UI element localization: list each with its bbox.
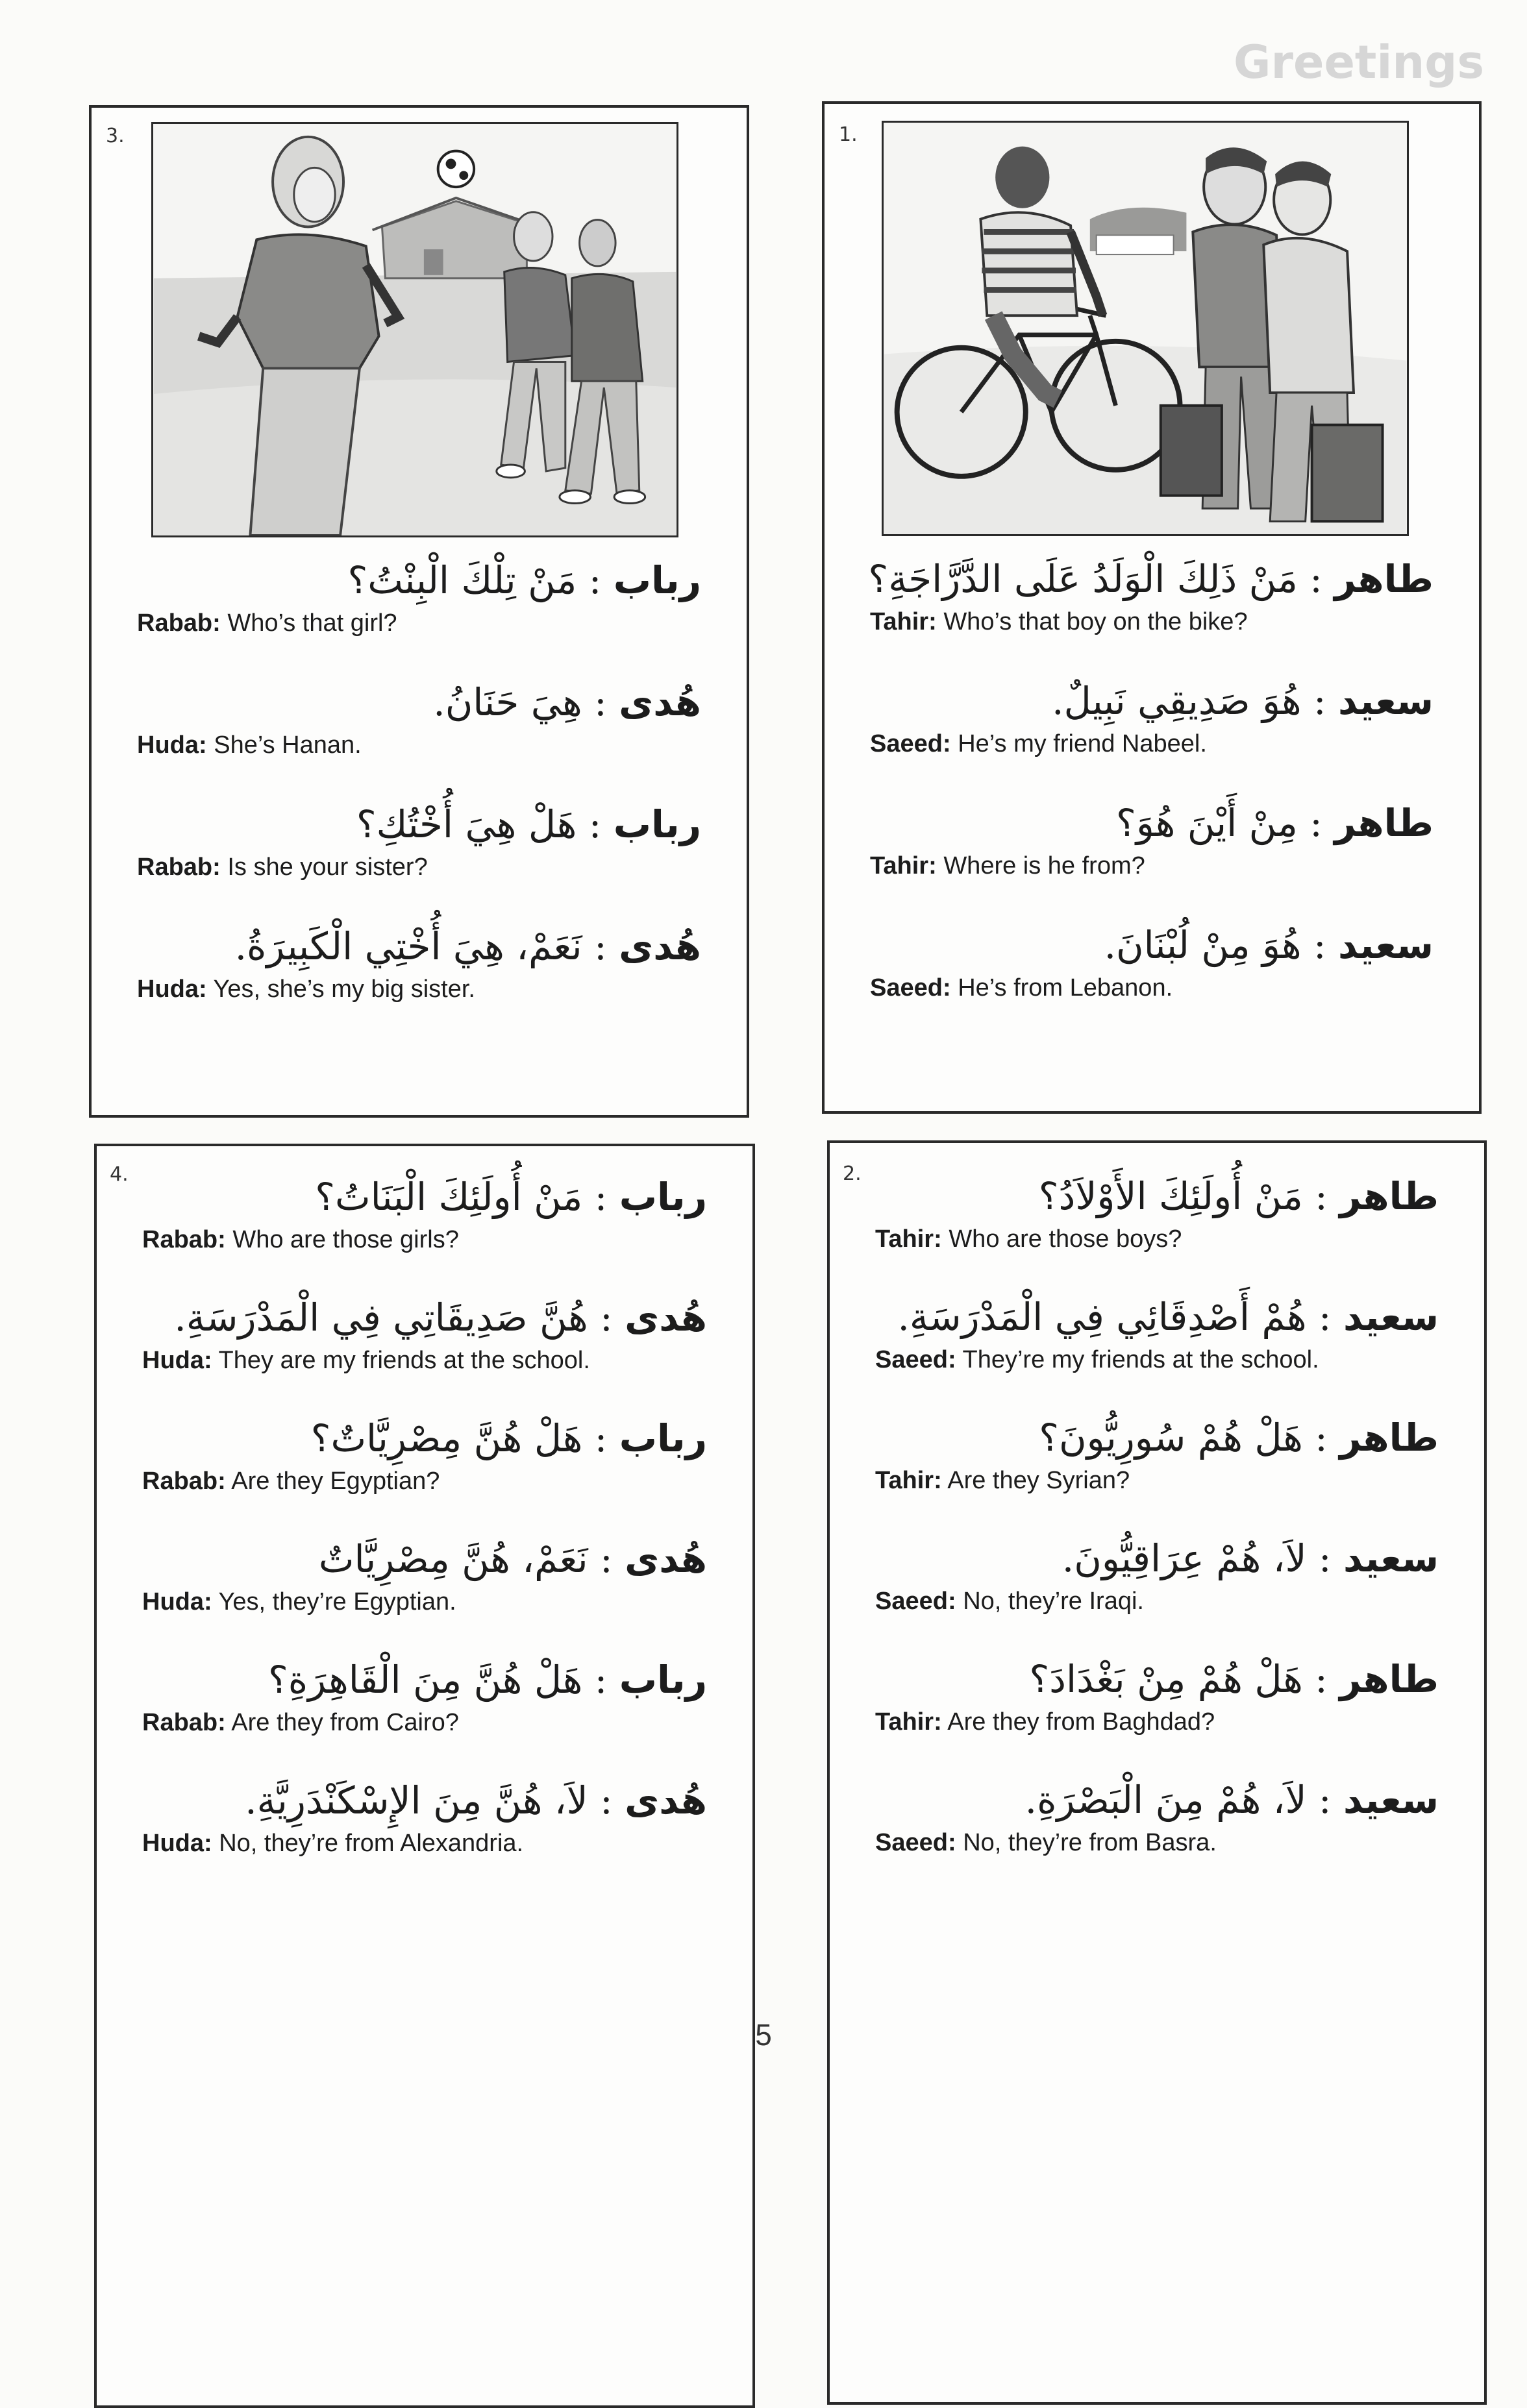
english-line bbox=[142, 1826, 707, 1860]
english-line bbox=[870, 971, 1434, 1005]
english-text: She’s Hanan. bbox=[214, 731, 362, 759]
english-text: Who’s that boy on the bike? bbox=[943, 608, 1248, 635]
english-speaker: Saeed: bbox=[875, 1346, 956, 1373]
english-speaker: Huda: bbox=[137, 731, 207, 759]
arabic-text: هِيَ حَنَانُ. bbox=[433, 680, 582, 724]
arabic-speaker: سعيد bbox=[1343, 1778, 1439, 1822]
english-speaker: Huda: bbox=[137, 976, 207, 1003]
english-text: Are they from Cairo? bbox=[231, 1709, 459, 1736]
english-line bbox=[142, 1706, 707, 1739]
english-line bbox=[870, 605, 1434, 639]
arabic-line: هُدى : نَعَمْ، هُنَّ مِصْرِيَّاتٌ bbox=[318, 1537, 707, 1581]
english-text: Who are those girls? bbox=[232, 1226, 459, 1253]
english-speaker: Huda: bbox=[142, 1830, 212, 1857]
english-line bbox=[137, 728, 701, 762]
arabic-text: لاَ، هُمْ عِرَاقِيُّونَ. bbox=[1061, 1536, 1307, 1580]
arabic-text: نَعَمْ، هُنَّ مِصْرِيَّاتٌ bbox=[318, 1537, 588, 1581]
panel-number: 2. bbox=[843, 1162, 862, 1185]
english-text: Where is he from? bbox=[943, 852, 1145, 879]
arabic-speaker: طاهر bbox=[1339, 1416, 1439, 1460]
english-speaker: Rabab: bbox=[137, 609, 221, 637]
arabic-speaker: رباب bbox=[613, 558, 701, 602]
english-speaker: Saeed: bbox=[870, 974, 951, 1001]
dialogue-panel-2 bbox=[875, 1172, 1439, 1860]
dialogue-panel-1 bbox=[870, 554, 1434, 1005]
arabic-text: مَنْ ذَلِكَ الْوَلَدُ عَلَى الدَّرَّاجَةِ؟ bbox=[868, 557, 1298, 601]
english-line bbox=[137, 850, 701, 884]
arabic-speaker: هُدى bbox=[619, 924, 701, 968]
arabic-line: سعيد : هُوَ مِنْ لُبْنَانَ. bbox=[1104, 923, 1434, 967]
english-speaker: Rabab: bbox=[142, 1468, 226, 1495]
arabic-text: هَلْ هُمْ سُورِيُّونَ؟ bbox=[1039, 1416, 1303, 1460]
dialogue-panel-3 bbox=[137, 556, 701, 1006]
arabic-text: هُمْ أَصْدِقَائِي فِي الْمَدْرَسَةِ. bbox=[897, 1295, 1307, 1339]
arabic-line: سعيد : لاَ، هُمْ مِنَ الْبَصْرَةِ. bbox=[1024, 1778, 1439, 1822]
arabic-text: مَنْ أُولَئِكَ الْبَنَاتُ؟ bbox=[315, 1175, 583, 1219]
arabic-line: سعيد : لاَ، هُمْ عِرَاقِيُّونَ. bbox=[1061, 1536, 1439, 1580]
panel-number: 4. bbox=[110, 1163, 129, 1186]
arabic-line: سعيد : هُمْ أَصْدِقَائِي فِي الْمَدْرَسَةِ. bbox=[897, 1295, 1439, 1339]
english-line bbox=[142, 1344, 707, 1377]
panel-number: 3. bbox=[106, 125, 125, 147]
english-speaker: Huda: bbox=[142, 1347, 212, 1374]
english-text: He’s my friend Nabeel. bbox=[958, 730, 1207, 757]
english-speaker: Saeed: bbox=[875, 1588, 956, 1615]
arabic-line: طاهر : مَنْ أُولَئِكَ الأَوْلاَدُ؟ bbox=[1038, 1174, 1439, 1218]
arabic-speaker: رباب bbox=[613, 802, 701, 846]
english-speaker: Huda: bbox=[142, 1588, 212, 1616]
arabic-line: طاهر : هَلْ هُمْ سُورِيُّونَ؟ bbox=[1039, 1416, 1439, 1460]
arabic-text: هَلْ هُنَّ مِنَ الْقَاهِرَةِ؟ bbox=[268, 1658, 583, 1702]
english-line bbox=[870, 727, 1434, 761]
arabic-text: هَلْ هُمْ مِنْ بَغْدَادَ؟ bbox=[1029, 1657, 1303, 1701]
arabic-text: هَلْ هِيَ أُخْتُكِ؟ bbox=[356, 802, 577, 846]
arabic-line: هُدى : لاَ، هُنَّ مِنَ الإِسْكَنْدَرِيَّةِ. bbox=[245, 1778, 707, 1823]
english-line bbox=[875, 1222, 1439, 1256]
arabic-speaker: سعيد bbox=[1338, 923, 1434, 967]
english-speaker: Tahir: bbox=[870, 608, 937, 635]
arabic-text: هَلْ هُنَّ مِصْرِيَّاتٌ؟ bbox=[310, 1416, 583, 1460]
english-text: Are they from Baghdad? bbox=[947, 1708, 1215, 1736]
arabic-line: سعيد : هُوَ صَدِيقِي نَبِيلٌ. bbox=[1052, 679, 1434, 723]
arabic-text: مِنْ أَيْنَ هُوَ؟ bbox=[1116, 801, 1298, 845]
panel-number: 1. bbox=[839, 123, 858, 146]
arabic-speaker: طاهر bbox=[1334, 557, 1434, 601]
arabic-line: رباب : هَلْ هُنَّ مِنَ الْقَاهِرَةِ؟ bbox=[268, 1658, 707, 1702]
arabic-line: رباب : هَلْ هِيَ أُخْتُكِ؟ bbox=[356, 802, 701, 846]
dialogue-panel-4 bbox=[142, 1172, 707, 1860]
english-line bbox=[875, 1584, 1439, 1618]
arabic-speaker: هُدى bbox=[619, 680, 701, 724]
english-speaker: Tahir: bbox=[875, 1225, 942, 1253]
english-line bbox=[142, 1223, 707, 1257]
english-line bbox=[875, 1343, 1439, 1377]
arabic-speaker: طاهر bbox=[1334, 801, 1434, 845]
arabic-speaker: سعيد bbox=[1338, 679, 1434, 723]
english-speaker: Rabab: bbox=[142, 1709, 226, 1736]
arabic-speaker: هُدى bbox=[625, 1778, 707, 1823]
english-text: He’s from Lebanon. bbox=[958, 974, 1173, 1001]
arabic-speaker: رباب bbox=[619, 1658, 707, 1702]
arabic-line: طاهر : مَنْ ذَلِكَ الْوَلَدُ عَلَى الدَّرَّاجَةِ؟ bbox=[868, 557, 1434, 601]
panel-4 bbox=[94, 1144, 755, 2408]
english-text: They are my friends at the school. bbox=[218, 1347, 590, 1374]
arabic-line: طاهر : مِنْ أَيْنَ هُوَ؟ bbox=[1116, 801, 1434, 845]
arabic-speaker: طاهر bbox=[1339, 1657, 1439, 1701]
arabic-line: رباب : هَلْ هُنَّ مِصْرِيَّاتٌ؟ bbox=[310, 1416, 707, 1460]
arabic-line: هُدى : هُنَّ صَدِيقَاتِي فِي الْمَدْرَسَةِ. bbox=[174, 1296, 707, 1340]
english-text: Who’s that girl? bbox=[227, 609, 397, 637]
english-line bbox=[137, 606, 701, 640]
english-text: Are they Syrian? bbox=[947, 1467, 1130, 1494]
arabic-text: لاَ، هُنَّ مِنَ الإِسْكَنْدَرِيَّةِ. bbox=[245, 1778, 588, 1823]
english-text: Who are those boys? bbox=[949, 1225, 1182, 1253]
english-text: Yes, they’re Egyptian. bbox=[218, 1588, 456, 1616]
boys-and-bike-image bbox=[884, 123, 1407, 534]
english-text: They’re my friends at the school. bbox=[962, 1346, 1319, 1373]
page-number: 5 bbox=[755, 2018, 772, 2052]
arabic-text: هُوَ صَدِيقِي نَبِيلٌ. bbox=[1052, 679, 1302, 723]
english-text: No, they’re from Alexandria. bbox=[219, 1830, 524, 1857]
english-speaker: Saeed: bbox=[875, 1829, 956, 1856]
arabic-text: هُنَّ صَدِيقَاتِي فِي الْمَدْرَسَةِ. bbox=[174, 1296, 588, 1340]
english-text: No, they’re Iraqi. bbox=[963, 1588, 1144, 1615]
arabic-speaker: رباب bbox=[619, 1175, 707, 1219]
english-speaker: Tahir: bbox=[870, 852, 937, 879]
english-line bbox=[142, 1464, 707, 1498]
english-speaker: Tahir: bbox=[875, 1467, 942, 1494]
panel-2 bbox=[827, 1140, 1487, 2405]
arabic-speaker: سعيد bbox=[1343, 1536, 1439, 1580]
arabic-text: لاَ، هُمْ مِنَ الْبَصْرَةِ. bbox=[1024, 1778, 1307, 1822]
illustration-boys-and-bike bbox=[882, 121, 1409, 536]
panel-3 bbox=[89, 105, 749, 1118]
arabic-line: رباب : مَنْ أُولَئِكَ الْبَنَاتُ؟ bbox=[315, 1175, 707, 1219]
english-line bbox=[875, 1705, 1439, 1739]
arabic-line: رباب : مَنْ تِلْكَ الْبِنْتُ؟ bbox=[347, 558, 701, 602]
girls-playing-ball-image bbox=[153, 124, 677, 535]
arabic-line: هُدى : نَعَمْ، هِيَ أُخْتِي الْكَبِيرَةُ. bbox=[234, 924, 701, 968]
arabic-text: هُوَ مِنْ لُبْنَانَ. bbox=[1104, 923, 1302, 967]
arabic-speaker: طاهر bbox=[1339, 1174, 1439, 1218]
arabic-line: هُدى : هِيَ حَنَانُ. bbox=[433, 680, 701, 724]
arabic-text: مَنْ أُولَئِكَ الأَوْلاَدُ؟ bbox=[1038, 1174, 1303, 1218]
panel-1 bbox=[822, 101, 1482, 1114]
english-speaker: Saeed: bbox=[870, 730, 951, 757]
illustration-girls-playing-ball bbox=[151, 122, 678, 537]
arabic-text: نَعَمْ، هِيَ أُخْتِي الْكَبِيرَةُ. bbox=[234, 924, 582, 968]
arabic-text: مَنْ تِلْكَ الْبِنْتُ؟ bbox=[347, 558, 577, 602]
arabic-line: طاهر : هَلْ هُمْ مِنْ بَغْدَادَ؟ bbox=[1029, 1657, 1439, 1701]
english-speaker: Tahir: bbox=[875, 1708, 942, 1736]
arabic-speaker: هُدى bbox=[625, 1296, 707, 1340]
english-speaker: Rabab: bbox=[137, 854, 221, 881]
arabic-speaker: رباب bbox=[619, 1416, 707, 1460]
english-line bbox=[875, 1464, 1439, 1497]
english-text: Is she your sister? bbox=[227, 854, 428, 881]
english-text: Yes, she’s my big sister. bbox=[213, 976, 475, 1003]
english-line bbox=[142, 1585, 707, 1619]
english-line bbox=[137, 972, 701, 1006]
english-text: Are they Egyptian? bbox=[231, 1468, 440, 1495]
english-speaker: Rabab: bbox=[142, 1226, 226, 1253]
arabic-speaker: هُدى bbox=[625, 1537, 707, 1581]
arabic-speaker: سعيد bbox=[1343, 1295, 1439, 1339]
english-line bbox=[870, 849, 1434, 883]
ghost-header-title: Greetings bbox=[1234, 36, 1484, 89]
english-line bbox=[875, 1826, 1439, 1860]
english-text: No, they’re from Basra. bbox=[963, 1829, 1217, 1856]
